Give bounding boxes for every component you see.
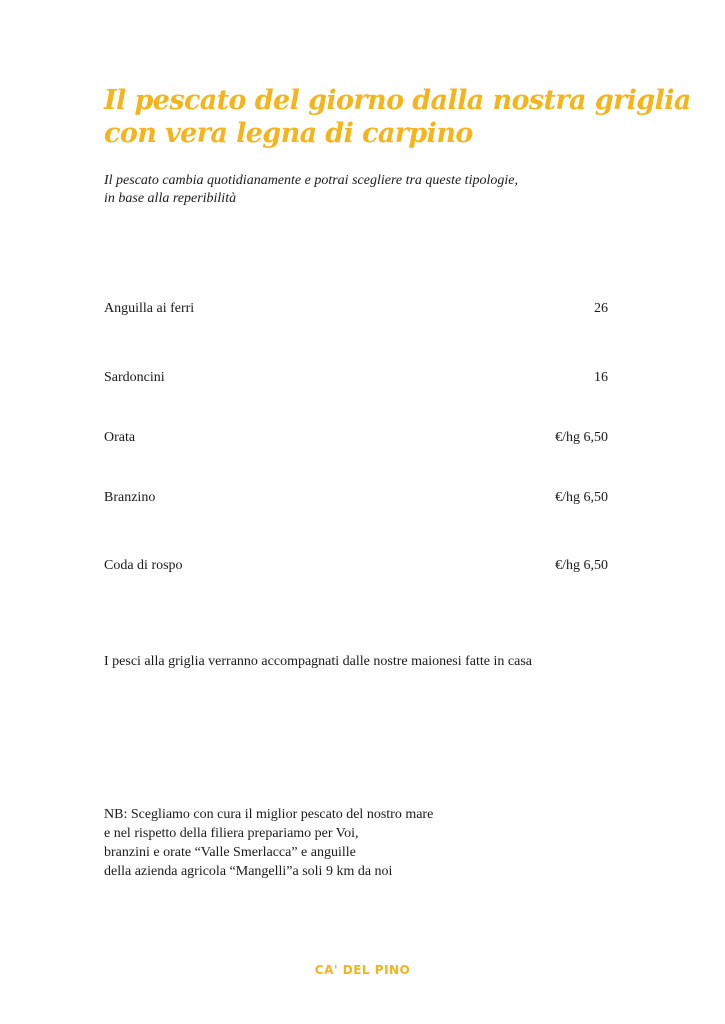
menu-item-price: €/hg 6,50 [555, 490, 608, 505]
menu-item-branzino [104, 488, 608, 508]
nb-line-3: branzini e orate “Valle Smerlacca” e anguille [104, 845, 356, 860]
subtitle-line-1: Il pescato cambia quotidianamente e potrai scegliere tra queste tipologie, [104, 173, 518, 188]
menu-item-sardoncini [104, 368, 608, 388]
menu-item-name: Branzino [104, 490, 156, 505]
nb-note [104, 805, 433, 881]
menu-item-anguilla [104, 299, 608, 319]
title-line-2: con vera legna di carpino [104, 118, 473, 149]
nb-line-4: della azienda agricola “Mangelli”a soli 9 km da noi [104, 864, 393, 879]
menu-item-orata [104, 428, 608, 448]
menu-item-name: Anguilla ai ferri [104, 301, 195, 316]
page-title [104, 84, 691, 150]
menu-item-price: 16 [594, 370, 608, 385]
subtitle-line-2: in base alla reperibilità [104, 191, 237, 206]
menu-item-name: Coda di rospo [104, 558, 183, 573]
menu-item-name: Orata [104, 430, 136, 445]
menu-item-price: €/hg 6,50 [555, 430, 608, 445]
brand-logo: CA' DEL PINO [314, 963, 411, 977]
page-subtitle [104, 172, 604, 208]
side-dish-note: I pesci alla griglia verranno accompagnati dalle nostre maionesi fatte in casa [104, 654, 532, 669]
title-line-1: Il pescato del giorno dalla nostra griglia [104, 85, 691, 116]
menu-item-price: 26 [594, 301, 608, 316]
menu-item-coda-di-rospo [104, 556, 608, 576]
menu-item-name: Sardoncini [104, 370, 165, 385]
nb-line-2: e nel rispetto della filiera prepariamo per Voi, [104, 826, 359, 841]
nb-line-1: NB: Scegliamo con cura il miglior pescato del nostro mare [104, 807, 434, 822]
menu-item-price: €/hg 6,50 [555, 558, 608, 573]
